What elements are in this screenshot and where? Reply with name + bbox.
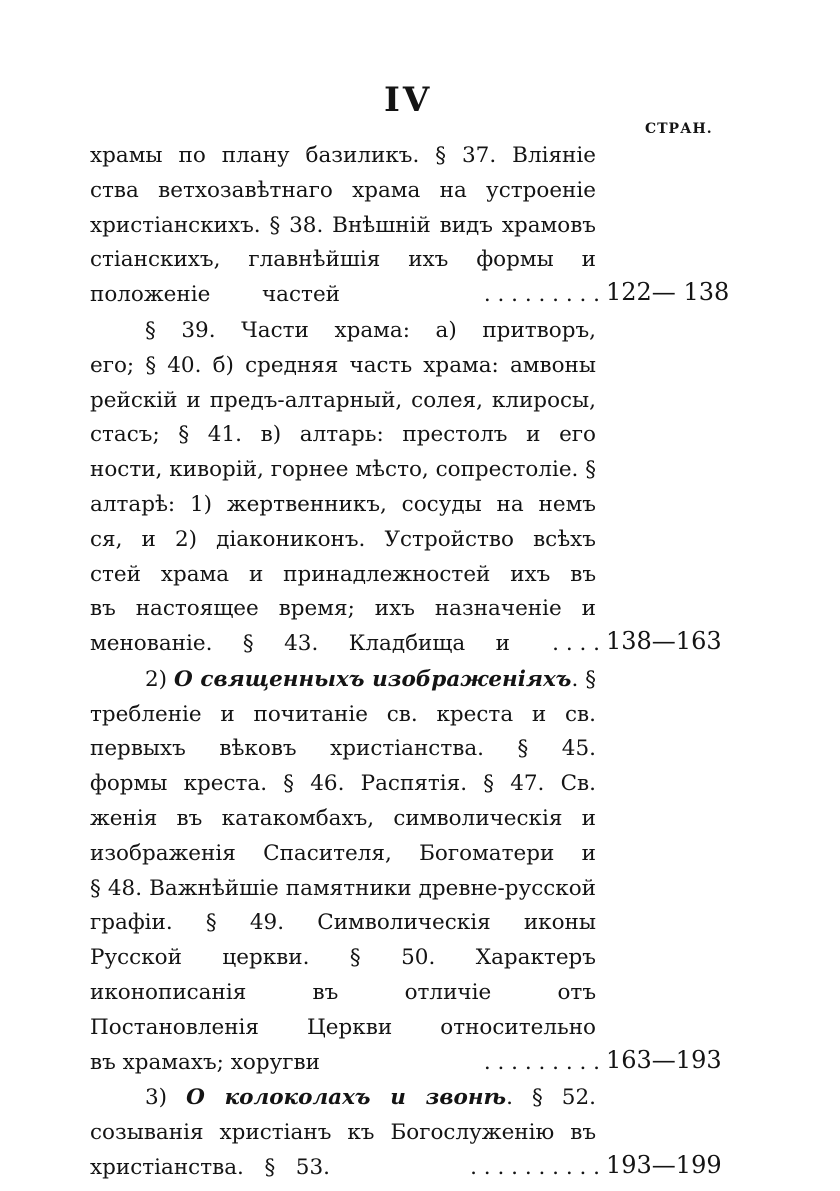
entry-line: женія въ катакомбахъ, символическія и xyxy=(90,806,596,832)
entry-line: алтарѣ: 1) жертвенникъ, сосуды на немъ xyxy=(90,491,596,517)
dot-leader: . . . . . . . . . xyxy=(483,1049,600,1075)
entry-line: § 48. Важнѣйшіе памятники древне-русской xyxy=(90,875,596,901)
entry-line: требленіе и почитаніе св. креста и св. xyxy=(90,701,596,727)
entry-line: 2) О священныхъ изображеніяхъ. § xyxy=(145,666,596,692)
entry-line: ности, киворій, горнее мѣсто, сопрестоліе. § xyxy=(90,457,596,483)
section-title-italic: О священныхъ изображеніяхъ xyxy=(174,666,572,692)
entry-line: христіанства. § 53. xyxy=(90,1155,330,1180)
entry-line: храмы по плану базиликъ. § 37. Вліяніе xyxy=(90,143,596,168)
entry-line: иконописанія въ отличіе отъ xyxy=(90,980,596,1006)
entry-line: рейскій и предъ-алтарный, солея, клиросы, xyxy=(90,387,596,413)
page-range: 138—163 xyxy=(606,627,722,656)
entry-line: графіи. § 49. Символическія иконы xyxy=(90,910,596,936)
entry-line: менованіе. § 43. Кладбища и xyxy=(90,631,510,657)
entry-line: стіанскихъ, главнѣйшія ихъ формы и xyxy=(90,247,596,273)
entry-line: ства ветхозавѣтнаго храма на устроеніе xyxy=(90,177,596,203)
page-number: IV xyxy=(384,80,433,120)
entry-line: стей храма и принадлежностей ихъ въ xyxy=(90,561,596,587)
dot-leader: . . . . xyxy=(552,631,600,657)
entry-line: Постановленія Церкви относительно xyxy=(90,1014,596,1040)
entry-line: его; § 40. б) средняя часть храма: амвоны xyxy=(90,352,596,378)
entry-line: положеніе частей xyxy=(90,282,340,308)
entry-line: въ настоящее время; ихъ назначеніе и xyxy=(90,596,596,622)
dot-leader: . . . . . . . . . xyxy=(483,282,600,308)
entry-line: созыванія христіанъ къ Богослуженію въ xyxy=(90,1120,596,1146)
entry-line: стасъ; § 41. в) алтарь: престолъ и его xyxy=(90,422,596,448)
entry-line: 3) О колоколахъ и звонѣ. § 52. xyxy=(145,1085,596,1111)
entry-line: § 39. Части храма: а) притворъ, xyxy=(145,317,596,343)
dot-leader: . . . . . . . . . . xyxy=(470,1155,600,1180)
page-range: 122— 138 xyxy=(606,278,730,307)
entry-line: формы креста. § 46. Распятія. § 47. Св. xyxy=(90,771,596,797)
entry-line: въ храмахъ; хоругви xyxy=(90,1049,320,1075)
column-header-pages: СТРАН. xyxy=(645,121,713,137)
page-range: 163—193 xyxy=(606,1045,722,1074)
entry-line: Русской церкви. § 50. Характеръ xyxy=(90,945,596,971)
entry-line: первыхъ вѣковъ христіанства. § 45. xyxy=(90,736,596,762)
section-title-italic: О колоколахъ и звонѣ xyxy=(186,1085,507,1111)
entry-line: ся, и 2) діакониконъ. Устройство всѣхъ xyxy=(90,526,596,552)
page-range: 193—199 xyxy=(606,1151,722,1179)
entry-line: христіанскихъ. § 38. Внѣшній видъ храмовъ xyxy=(90,212,596,238)
entry-line: изображенія Спасителя, Богоматери и xyxy=(90,840,596,866)
